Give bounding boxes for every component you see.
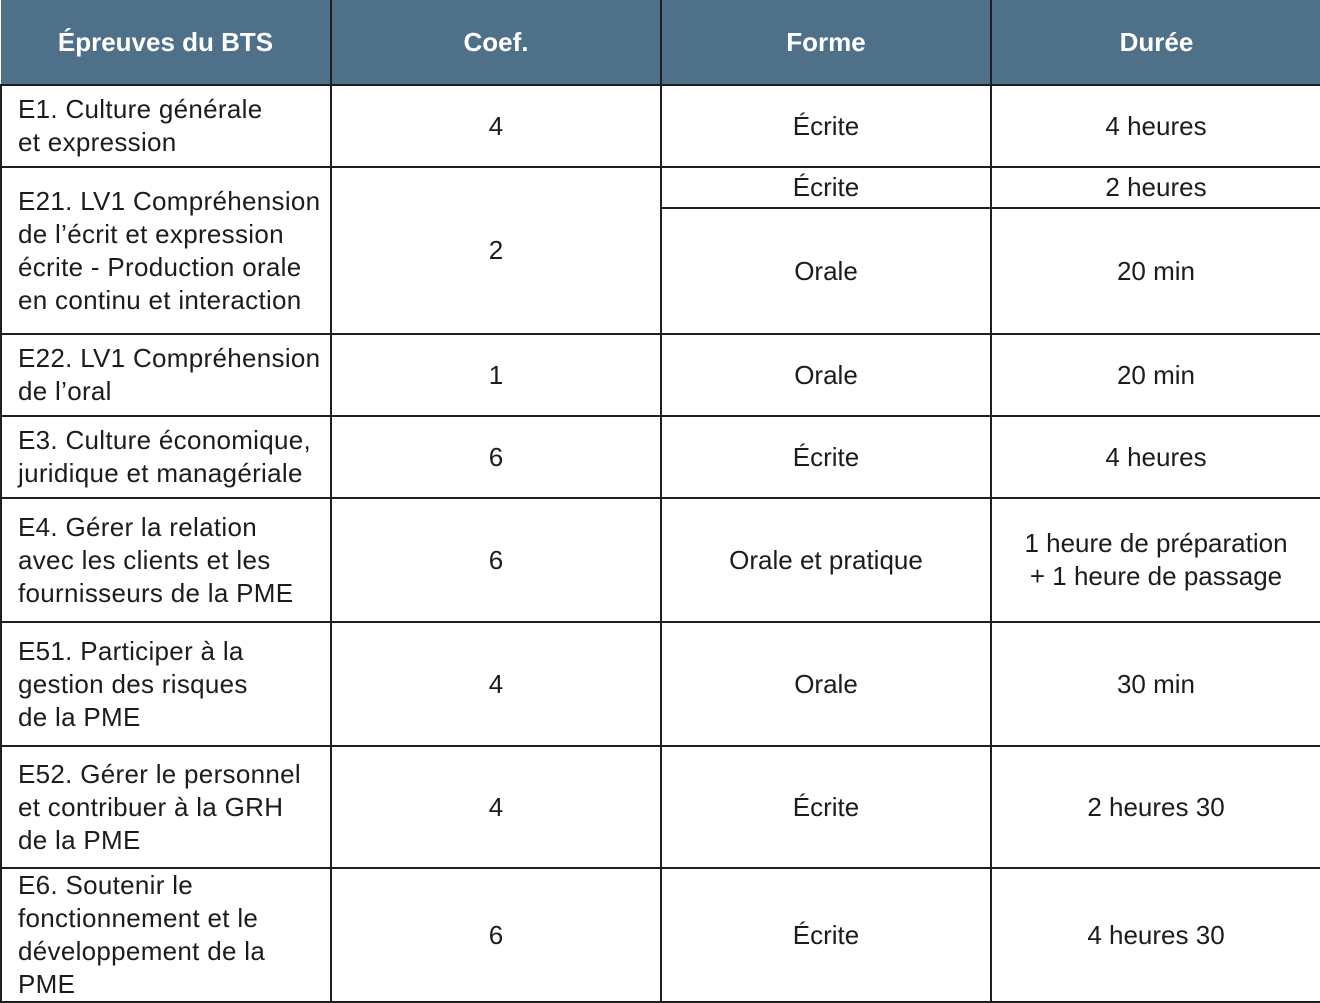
header-duree: Durée	[991, 0, 1320, 85]
epreuve-line: E6. Soutenir le	[18, 870, 194, 900]
coef-cell: 4	[331, 622, 661, 746]
epreuve-line: E22. LV1 Compréhension	[18, 343, 321, 373]
duree-cell	[991, 498, 1320, 622]
duree-cell: 20 min	[991, 334, 1320, 416]
epreuve-line: fournisseurs de la PME	[18, 577, 294, 608]
table-row	[1, 334, 1320, 416]
coef-cell: 4	[331, 85, 661, 167]
table-row	[1, 622, 1320, 746]
table-row	[1, 416, 1320, 498]
epreuve-line: E1. Culture générale	[18, 94, 263, 124]
coef-cell: 2	[331, 167, 661, 334]
duree-line: 1 heure de préparation	[1024, 528, 1288, 558]
forme-cell: Orale et pratique	[661, 498, 991, 622]
epreuve-line: et contribuer à la GRH	[18, 791, 284, 822]
epreuve-cell	[1, 498, 331, 622]
coef-cell: 6	[331, 868, 661, 1002]
forme-cell: Orale	[661, 334, 991, 416]
table-row	[1, 868, 1320, 1002]
epreuve-cell	[1, 622, 331, 746]
table-row	[1, 498, 1320, 622]
epreuve-cell	[1, 868, 331, 1002]
coef-cell: 1	[331, 334, 661, 416]
epreuve-line: avec les clients et les	[18, 544, 271, 575]
duree-line: + 1 heure de passage	[1029, 561, 1283, 591]
epreuve-line: E21. LV1 Compréhension	[18, 185, 321, 216]
duree-cell: 4 heures	[991, 416, 1320, 498]
forme-cell: Écrite	[661, 746, 991, 868]
header-coef: Coef.	[331, 0, 661, 85]
forme-cell: Écrite	[661, 85, 991, 167]
epreuve-line: de la PME	[18, 824, 141, 855]
epreuve-line: de la PME	[18, 701, 141, 732]
epreuve-line: en continu et interaction	[18, 284, 302, 315]
epreuve-line: E52. Gérer le personnel	[18, 758, 301, 789]
duree-cell: 2 heures 30	[991, 746, 1320, 868]
table-body	[1, 85, 1320, 1002]
duree-cell: 20 min	[991, 208, 1320, 334]
epreuve-line: gestion des risques	[18, 668, 248, 699]
epreuve-line: E4. Gérer la relation	[18, 511, 257, 542]
epreuve-line: écrite - Production orale	[18, 251, 302, 282]
table-row	[1, 85, 1320, 167]
duree-cell: 2 heures	[991, 167, 1320, 208]
table-row	[1, 167, 1320, 208]
table-row	[1, 746, 1320, 868]
table-header	[1, 0, 1320, 85]
epreuve-cell	[1, 416, 331, 498]
coef-cell: 6	[331, 416, 661, 498]
epreuve-line: de l’oral	[18, 376, 112, 406]
header-epreuves: Épreuves du BTS	[1, 0, 331, 85]
header-forme: Forme	[661, 0, 991, 85]
coef-cell: 4	[331, 746, 661, 868]
coef-cell: 6	[331, 498, 661, 622]
epreuve-cell	[1, 85, 331, 167]
forme-cell: Écrite	[661, 868, 991, 1002]
epreuve-line: juridique et managériale	[18, 458, 303, 488]
epreuve-cell	[1, 746, 331, 868]
forme-cell: Écrite	[661, 167, 991, 208]
epreuve-line: de l’écrit et expression	[18, 218, 284, 249]
epreuve-cell	[1, 334, 331, 416]
header-row	[1, 0, 1320, 85]
forme-cell: Écrite	[661, 416, 991, 498]
forme-cell: Orale	[661, 622, 991, 746]
epreuve-line: développement de la PME	[18, 936, 266, 999]
forme-cell: Orale	[661, 208, 991, 334]
epreuve-cell	[1, 167, 331, 334]
duree-cell: 4 heures 30	[991, 868, 1320, 1002]
duree-cell: 30 min	[991, 622, 1320, 746]
epreuve-line: E3. Culture économique,	[18, 425, 312, 455]
epreuve-line: E51. Participer à la	[18, 635, 244, 666]
epreuve-line: et expression	[18, 127, 177, 157]
duree-cell: 4 heures	[991, 85, 1320, 167]
epreuve-line: fonctionnement et le	[18, 903, 259, 933]
